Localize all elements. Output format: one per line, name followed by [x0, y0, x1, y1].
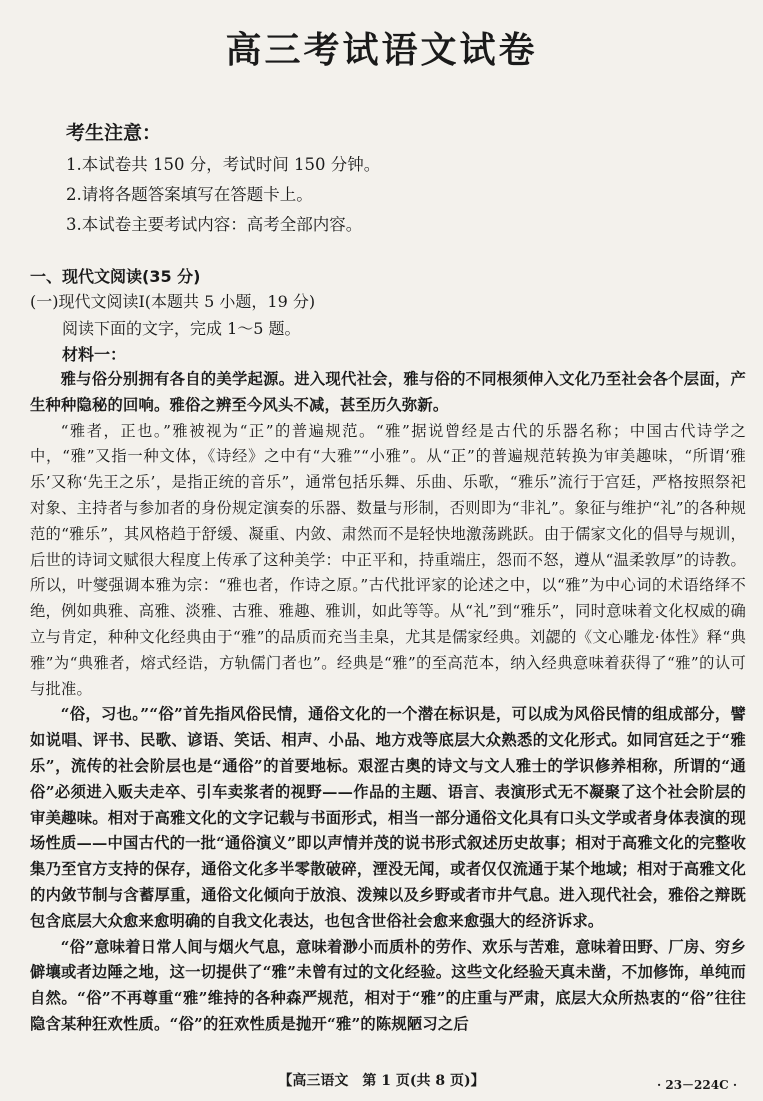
candidate-notice [66, 118, 706, 240]
passage-paragraph: “俗”意味着日常人间与烟火气息，意味着渺小而质朴的劳作、欢乐与苦难，意味着田野、厂房、穷乡僻壤或者边陲之地，这一切提供了“雅”未曾有过的文化经验。这些文化经验天真未凿，不加修饰，单纯而自然。“俗”不再尊重“雅”维持的各种森严规范，相对于“雅”的庄重与严肃，底层大众所热衷的“俗”往往隐含某种狂欢性质。“俗”的狂欢性质是抛开“雅”的陈规陋习之后 [30, 937, 746, 1033]
section-subtitle: (一)现代文阅读Ⅰ(本题共 5 小题，19 分) [30, 292, 316, 311]
section-title: 一、现代文阅读(35 分) [30, 267, 201, 286]
paper-code: · 23－224C · [656, 1078, 737, 1092]
passage-paragraph: “俗，习也。”“俗”首先指风俗民情，通俗文化的一个潜在标识是，可以成为风俗民情的组成部分，譬如说唱、评书、民歌、谚语、笑话、相声、小品、地方戏等底层大众熟悉的文化形式。如同宫廷之于“雅乐”，流传的社会阶层也是“通俗”的首要地标。艰涩古奥的诗文与文人雅士的学识修养相称，所谓的“通俗”必须进入贩夫走卒、引车卖浆者的视野——作品的主题、语言、表演形式无不凝聚了这个社会阶层的审美趣味。相对于高雅文化的文字记载与书面形式，相当一部分通俗文化具有口头文学或者身体表演的现场性质——中国古代的一批“通俗演义”即以声情并茂的说书形式叙述历史故事；相对于高雅文化的完整收集乃至官方支持的保存，通俗文化多半零散破碎，湮没无闻，或者仅仅流通于某个地域；相对于高雅文化的内敛节制与含蓄厚重，通俗文化倾向于放浪、泼辣以及乡野或者市井气息。进入现代社会，雅俗之辩既包含底层大众愈来愈明确的自我文化表达，也包含世俗社会愈来愈强大的经济诉求。 [30, 705, 746, 930]
reading-instruction: 阅读下面的文字，完成 1～5 题。 [62, 319, 301, 338]
material-label: 材料一： [62, 345, 127, 364]
passage-paragraph: 雅与俗分别拥有各自的美学起源。进入现代社会，雅与俗的不同根须伸入文化乃至社会各个层面，产生种种隐秘的回响。雅俗之辨至今风头不减，甚至历久弥新。 [30, 370, 746, 414]
reading-passage [30, 367, 746, 1038]
notice-heading: 考生注意： [66, 122, 162, 144]
notice-item: 1.本试卷共 150 分，考试时间 150 分钟。 [66, 155, 381, 174]
page-title: 高三考试语文试卷 [225, 30, 538, 71]
passage-paragraph: “雅者，正也。”雅被视为“正”的普遍规范。“雅”据说曾经是古代的乐器名称；中国古代诗学之中，“雅”又指一种文体，《诗经》之中有“大雅”“小雅”。从“正”的普遍规范转换为审美趣味，“所谓‘雅乐’又称‘先王之乐’，是指正统的音乐”，通常包括乐舞、乐曲、乐歌，“雅乐”流行于宫廷，严格按照祭祀对象、主持者与参加者的身份规定演奏的乐器、数量与形制，否则即为“非礼”。象征与维护“礼”的各种规范的“雅乐”，其风格趋于舒缓、凝重、内敛、肃然而不是轻快地激荡跳跃。由于儒家文化的倡导与规训，后世的诗词文赋很大程度上传承了这种美学：中正平和，持重端庄，怨而不怒，遵从“温柔敦厚”的诗教。所以，叶燮强调本雅为宗：“雅也者，作诗之原。”古代批评家的论述之中，以“雅”为中心词的术语络绎不绝，例如典雅、高雅、淡雅、古雅、雅趣、雅训，如此等等。从“礼”到“雅乐”，同时意味着文化权威的确立与肯定，种种文化经典由于“雅”的品质而充当圭臬，尤其是儒家经典。刘勰的《文心雕龙·体性》释“典雅”为“典雅者，熔式经诰，方轨儒门者也”。经典是“雅”的至高范本，纳入经典意味着获得了“雅”的认可与批准。 [30, 421, 746, 698]
notice-item: 2.请将各题答案填写在答题卡上。 [66, 185, 313, 204]
page-footer: 【高三语文 第 1 页(共 8 页)】 [278, 1073, 485, 1089]
notice-item: 3.本试卷主要考试内容：高考全部内容。 [66, 215, 363, 234]
